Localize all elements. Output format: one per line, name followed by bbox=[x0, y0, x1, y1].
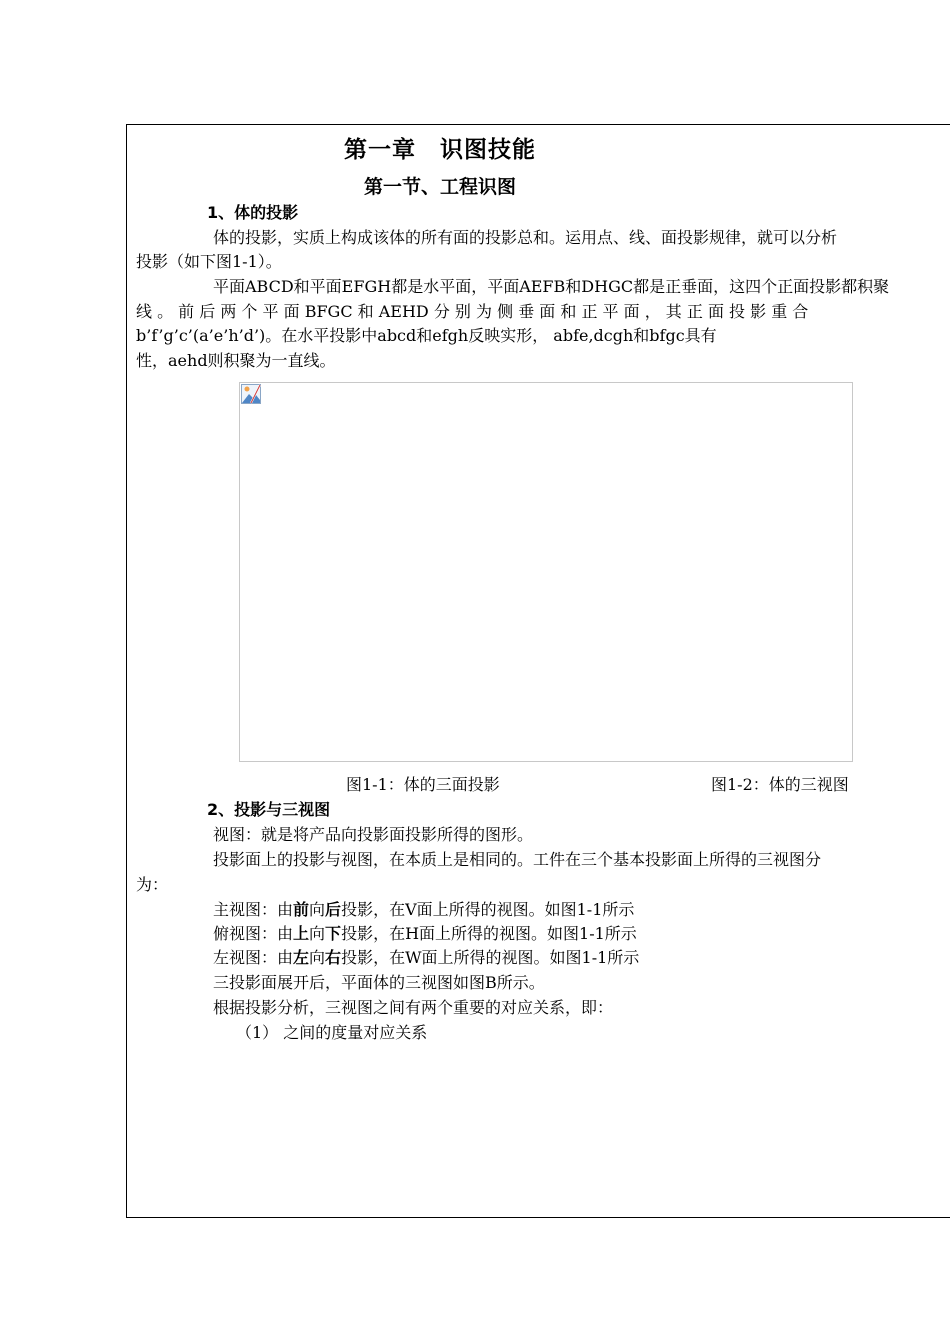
left-view-line: 左视图：由左向右投影，在W面上所得的视图。如图1-1所示 bbox=[213, 948, 640, 967]
paragraph-2-line-4: 性，aehd则积聚为一直线。 bbox=[136, 351, 336, 370]
unfold-line: 三投影面展开后，平面体的三视图如图B所示。 bbox=[213, 973, 545, 992]
section-title: 第一节、工程识图 bbox=[363, 176, 516, 198]
chapter-title: 第一章 识图技能 bbox=[344, 137, 536, 163]
section-heading-2: 2、投影与三视图 bbox=[207, 800, 331, 819]
projection-line: 投影面上的投影与视图，在本质上是相同的。工件在三个基本投影面上所得的三视图分 bbox=[213, 850, 822, 869]
paragraph-2-line-3: b’f’g’c’(a’e’h’d’)。在水平投影中abcd和efgh反映实形， abfe,dcgh和bfgc具有 bbox=[136, 326, 717, 345]
paragraph-2-line-1: 平面ABCD和平面EFGH都是水平面，平面AEFB和DHGC都是正垂面，这四个正面投影都积聚 bbox=[213, 277, 890, 296]
paragraph-1-line-1: 体的投影，实质上构成该体的所有面的投影总和。运用点、线、面投影规律，就可以分析 bbox=[213, 228, 838, 247]
top-view-line: 俯视图：由上向下投影，在H面上所得的视图。如图1-1所示 bbox=[213, 924, 637, 943]
projection-line-cont: 为： bbox=[136, 875, 169, 894]
broken-image-icon bbox=[241, 384, 261, 404]
figure-placeholder bbox=[239, 382, 853, 762]
relation-line: 根据投影分析，三视图之间有两个重要的对应关系，即： bbox=[213, 998, 614, 1017]
paragraph-2-line-2: 线 。 前 后 两 个 平 面 BFGC 和 AEHD 分 别 为 侧 垂 面 和 正 平 面 ， 其 正 面 投 影 重 合 bbox=[136, 302, 809, 321]
paragraph-1-line-2: 投影（如下图1-1）。 bbox=[136, 252, 282, 271]
figure-caption-left: 图1-1：体的三面投影 bbox=[346, 775, 500, 794]
main-view-line: 主视图：由前向后投影，在V面上所得的视图。如图1-1所示 bbox=[213, 900, 635, 919]
view-definition-line: 视图：就是将产品向投影面投影所得的图形。 bbox=[213, 825, 534, 844]
section-heading-1: 1、体的投影 bbox=[207, 203, 299, 222]
relation-item-1: （1） 之间的度量对应关系 bbox=[236, 1023, 428, 1042]
figure-caption-right: 图1-2：体的三视图 bbox=[711, 775, 849, 794]
